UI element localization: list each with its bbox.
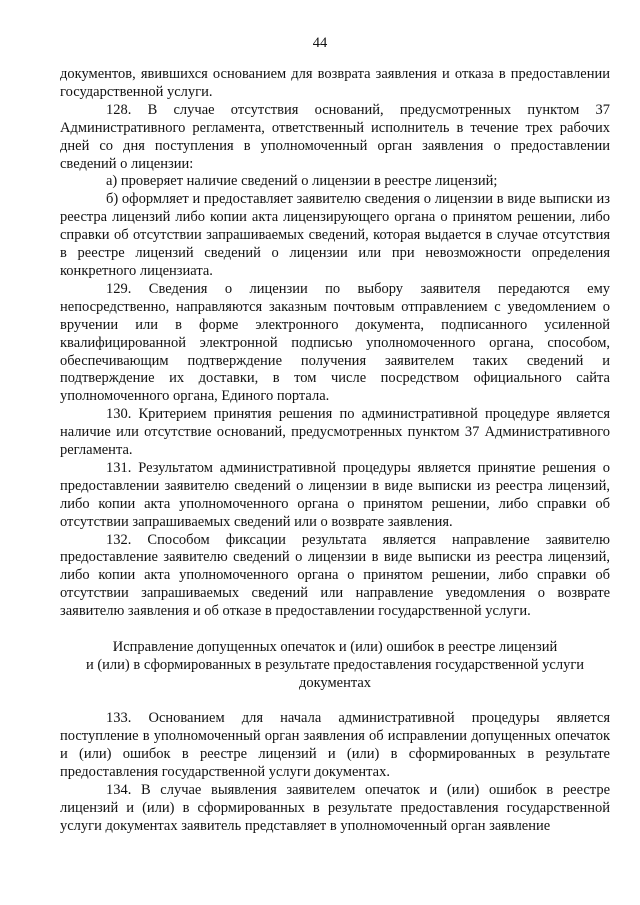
paragraph-130: 130. Критерием принятия решения по административной процедуре является наличие или отсутствие оснований, предусмотренных пунктом 37 Административного регламента. <box>60 406 610 459</box>
section-heading-line-3: документах <box>298 675 372 692</box>
paragraph-131: 131. Результатом административной процедуры является принятие решения о предоставлении заявителю сведений о лицензии в виде выписки из реестра лицензий, либо копии акта уполномоченного органа о принятом решении, либо справки об отсутствии запрашиваемых сведений или о возврате заявления. <box>60 459 610 530</box>
paragraph-continuation: документов, явившихся основанием для возврата заявления и отказа в предоставлении государственной услуги. <box>60 66 610 100</box>
section-heading <box>60 638 610 692</box>
paragraph-128-a: а) проверяет наличие сведений о лицензии в реестре лицензий; <box>106 173 498 190</box>
paragraph-128: 128. В случае отсутствия оснований, предусмотренных пунктом 37 Административного регламента, ответственный исполнитель в течение трех рабочих дней со дня поступления в уполномоченный орган заявления о предоставлении сведений о лицензии: <box>60 101 610 172</box>
section-heading-line-2: и (или) в сформированных в результате предоставления государственной услуги <box>85 657 585 674</box>
document-body <box>60 66 610 835</box>
paragraph-129: 129. Сведения о лицензии по выбору заявителя передаются ему непосредственно, направляются заказным почтовым отправлением с уведомлением о вручении или в форме электронного документа, подписанного усиленной квалифицированной электронной подписью уполномоченного органа, способом, обеспечивающим подтверждение получения заявителем таких сведений и подтверждение их доставки, в том числе посредством официального сайта уполномоченного органа, Единого портала. <box>60 280 610 405</box>
paragraph-133: 133. Основанием для начала административной процедуры является поступление в уполномоченный орган заявления об исправлении допущенных опечаток и (или) ошибок в реестре лицензий и (или) в сформированных в результате предоставления государственной услуги документах. <box>60 710 610 780</box>
paragraph-128-b: б) оформляет и предоставляет заявителю сведения о лицензии в виде выписки из реестра лицензий либо копии акта лицензирующего органа о принятом решении, либо справки об отсутствии запрашиваемых сведений, которая выдается в случае отсутствия в реестре лицензий сведений о лицензии или при невозможности определения конкретного лицензиата. <box>60 191 610 279</box>
section-heading-line-1: Исправление допущенных опечаток и (или) ошибок в реестре лицензий <box>112 639 558 656</box>
page-number: 44 <box>312 35 328 51</box>
paragraph-134: 134. В случае выявления заявителем опечаток и (или) ошибок в реестре лицензий и (или) в сформированных в результате предоставления государственной услуги документах заявитель представляет в уполномоченный орган заявление <box>60 781 610 834</box>
paragraph-132: 132. Способом фиксации результата является направление заявителю предоставление заявителю сведений о лицензии в виде выписки из реестра лицензий, либо копии акта уполномоченного органа о принятом решении, либо справки об отсутствии запрашиваемых сведений или направление уведомления о возврате заявителю заявления и об отказе в предоставлении государственной услуги. <box>60 531 610 620</box>
